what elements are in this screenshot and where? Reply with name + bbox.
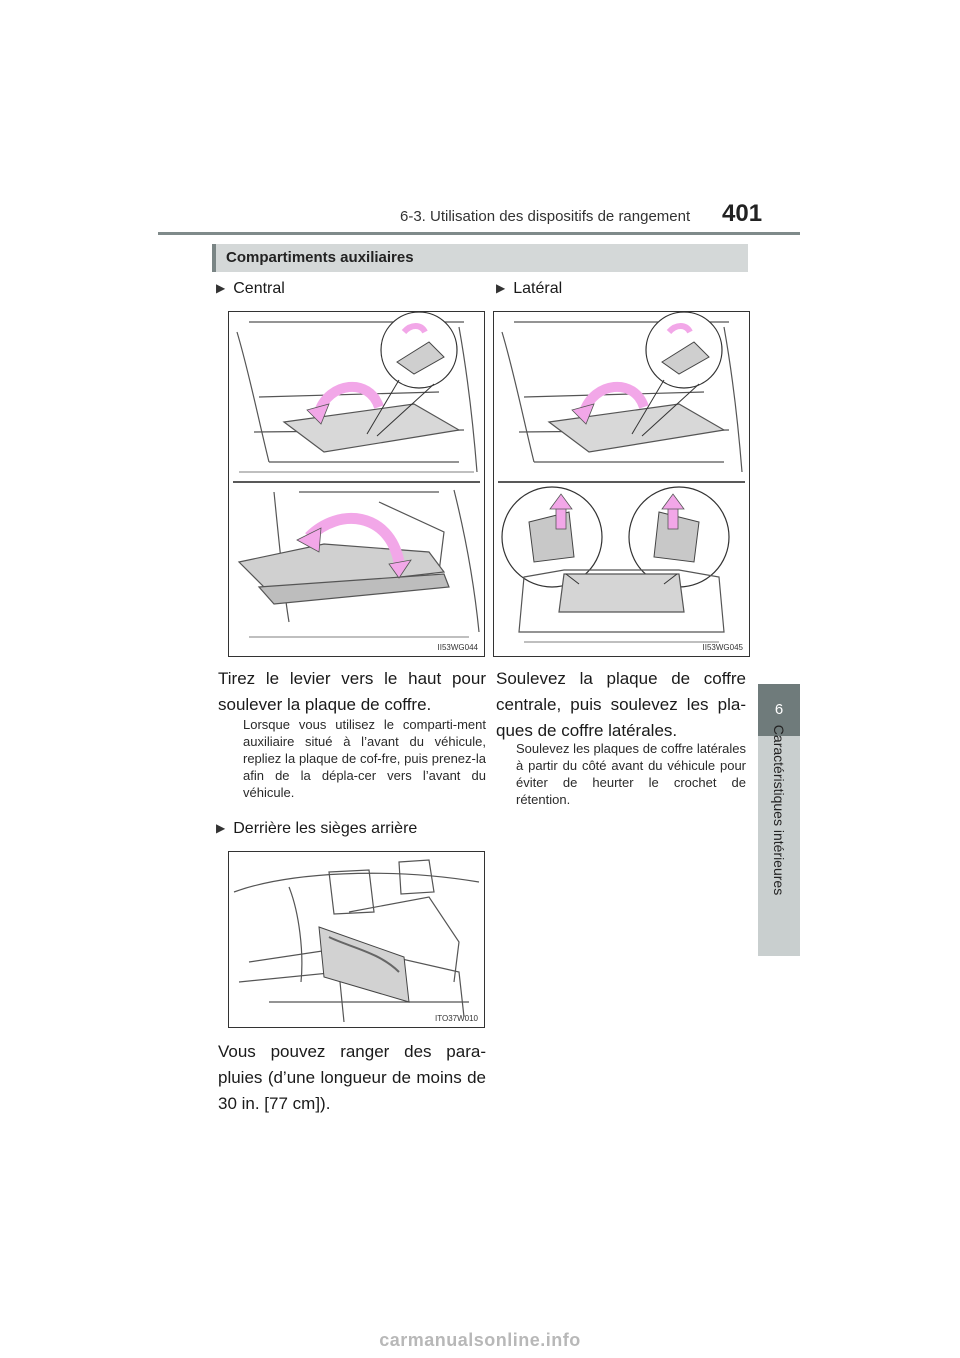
section-title: Compartiments auxiliaires — [226, 249, 414, 266]
bullet-triangle-icon: ▶ — [216, 281, 226, 295]
rear-seats-illustration — [229, 852, 484, 1027]
watermark: carmanualsonline.info — [379, 1330, 581, 1350]
rear-seats-instruction: Vous pouvez ranger des para-pluies (d’une longueur de moins de 30 in. [77 cm]). — [218, 1042, 486, 1113]
lateral-instruction: Soulevez la plaque de coffre centrale, puis soulevez les pla-ques de coffre latérales. — [496, 669, 746, 740]
page-number: 401 — [722, 200, 763, 227]
lateral-figure-code: II53WG045 — [702, 643, 743, 652]
central-figure-code: II53WG044 — [437, 643, 478, 652]
section-title-bar — [212, 244, 748, 272]
central-illustration — [229, 312, 484, 656]
chapter-tab-number: 6 — [758, 684, 800, 736]
bullet-triangle-icon: ▶ — [216, 821, 226, 835]
lateral-illustration — [494, 312, 749, 656]
rear-seats-heading: ▶ Derrière les sièges arrière — [216, 820, 418, 837]
central-heading: ▶ Central — [216, 280, 285, 297]
header-rule — [158, 232, 800, 235]
rear-seats-figure — [228, 851, 485, 1028]
central-instruction: Tirez le levier vers le haut pour soulever la plaque de coffre. — [218, 669, 486, 714]
lateral-note: Soulevez les plaques de coffre latérales à partir du côté avant du véhicule pour éviter de heurter le crochet de rétention. — [516, 741, 746, 807]
chapter-tab-label: Caractéristiques intérieures — [771, 724, 787, 896]
lateral-figure — [493, 311, 750, 657]
chapter-title: 6-3. Utilisation des dispositifs de rangement — [400, 208, 691, 225]
lateral-heading: ▶ Latéral — [496, 280, 563, 297]
rear-seats-figure-code: ITO37W010 — [435, 1014, 478, 1023]
central-figure — [228, 311, 485, 657]
bullet-triangle-icon: ▶ — [496, 281, 506, 295]
central-note: Lorsque vous utilisez le comparti-ment auxiliaire situé à l’avant du véhicule, repliez la plaque de cof-fre, puis prenez-la afin de la dépla-cer vers l’avant du véhicule. — [243, 717, 486, 800]
